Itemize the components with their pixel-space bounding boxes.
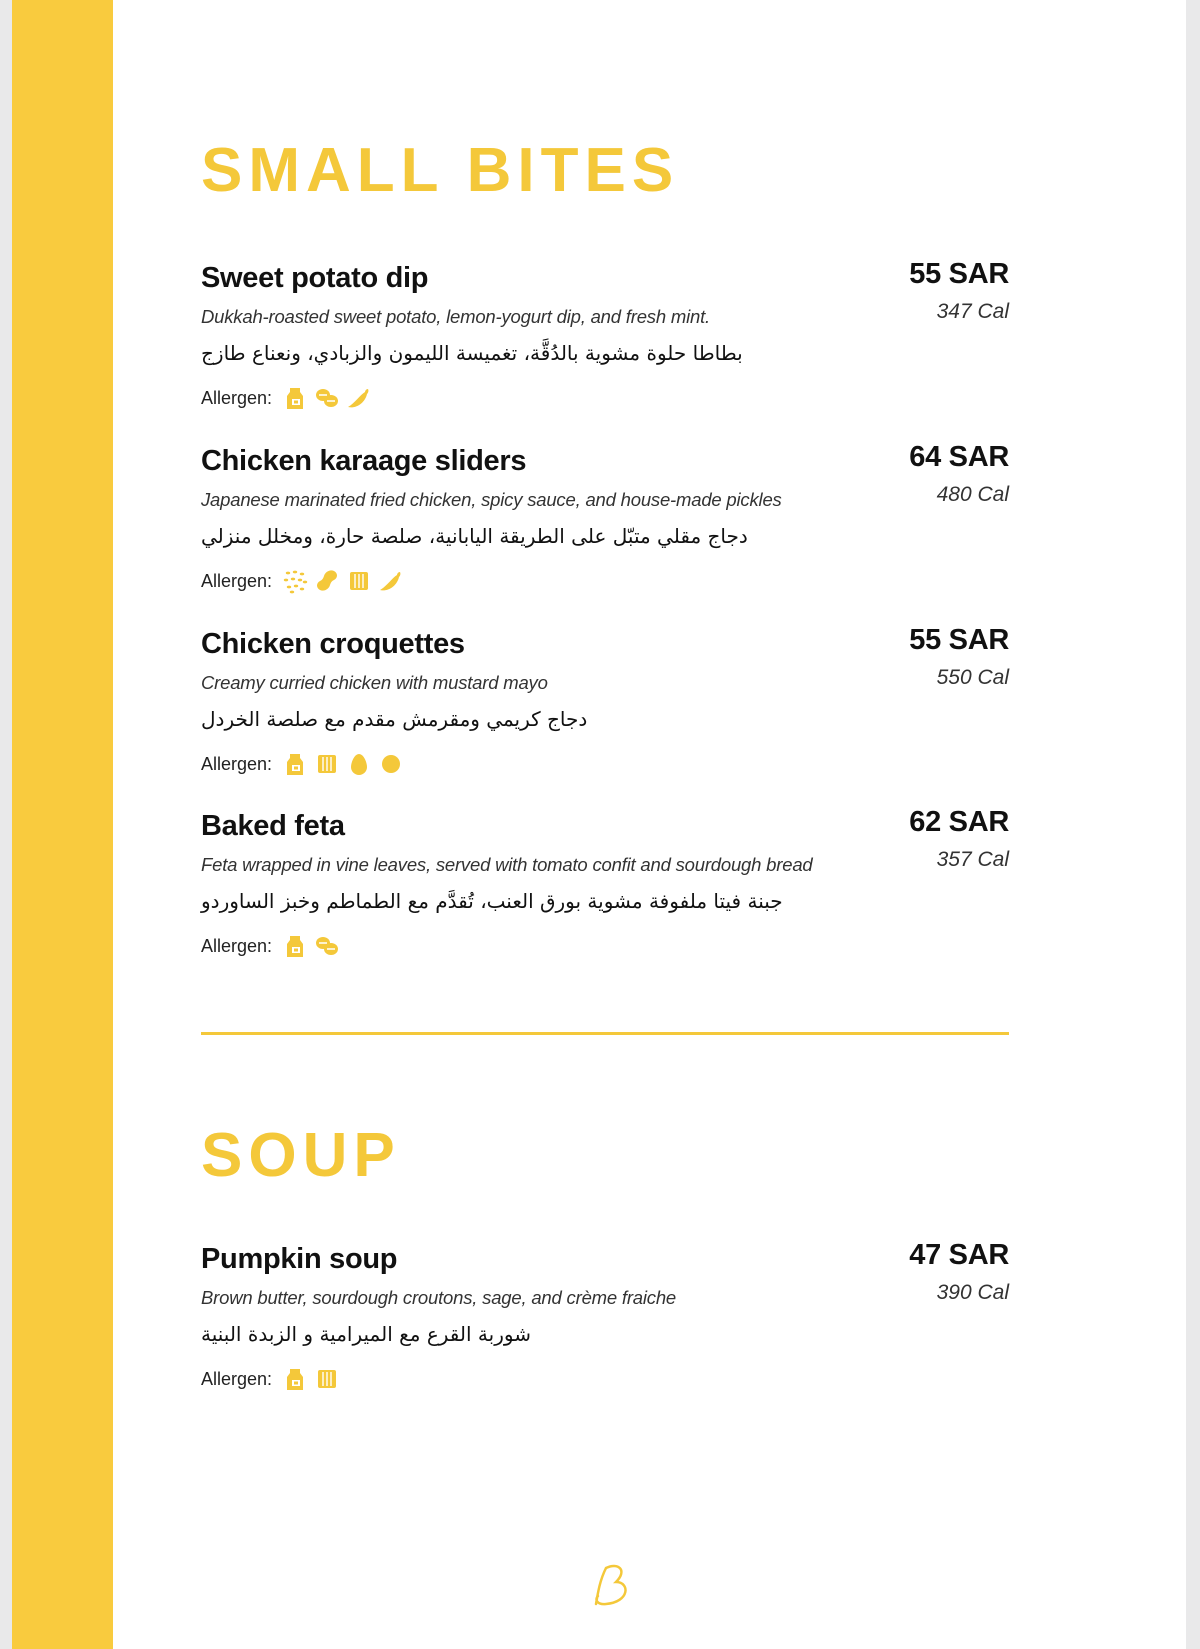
menu-page bbox=[12, 0, 1186, 1649]
chili-icon bbox=[346, 385, 372, 411]
item-calories: 390 Cal bbox=[936, 1281, 1009, 1304]
side-stripe bbox=[12, 0, 113, 1649]
item-name: Sweet potato dip bbox=[201, 262, 429, 294]
gluten-icon bbox=[346, 568, 372, 594]
item-name: Chicken karaage sliders bbox=[201, 445, 527, 477]
peanut-icon bbox=[314, 568, 340, 594]
item-description: Japanese marinated fried chicken, spicy sauce, and house-made pickles bbox=[201, 489, 782, 510]
item-name: Baked feta bbox=[201, 810, 345, 842]
allergen-label: Allergen: bbox=[201, 753, 273, 774]
item-calories: 357 Cal bbox=[936, 848, 1009, 871]
item-calories: 550 Cal bbox=[936, 666, 1009, 689]
allergen-label: Allergen: bbox=[201, 1368, 273, 1389]
item-description: Dukkah-roasted sweet potato, lemon-yogurt dip, and fresh mint. bbox=[201, 306, 710, 327]
milk-icon bbox=[282, 1366, 308, 1392]
sesame-icon bbox=[282, 568, 308, 594]
section-title-small-bites: SMALL BITES bbox=[201, 136, 680, 205]
item-description: Feta wrapped in vine leaves, served with tomato confit and sourdough bread bbox=[201, 854, 813, 875]
allergen-row bbox=[201, 383, 378, 413]
gluten-icon bbox=[314, 751, 340, 777]
menu-item bbox=[201, 806, 1009, 980]
item-arabic-description: دجاج كريمي ومقرمش مقدم مع صلصة الخردل bbox=[201, 707, 588, 731]
allergen-label: Allergen: bbox=[201, 570, 273, 591]
item-arabic-description: دجاج مقلي متبّل على الطريقة اليابانية، صلصة حارة، ومخلل منزلي bbox=[201, 524, 748, 548]
menu-item bbox=[201, 1239, 1009, 1413]
item-price: 47 SAR bbox=[909, 1239, 1009, 1271]
milk-icon bbox=[282, 933, 308, 959]
menu-item bbox=[201, 624, 1009, 798]
item-price: 55 SAR bbox=[909, 624, 1009, 656]
item-calories: 480 Cal bbox=[936, 483, 1009, 506]
chili-icon bbox=[378, 568, 404, 594]
brand-logo bbox=[592, 1560, 632, 1610]
nuts-icon bbox=[314, 933, 340, 959]
section-title-soup: SOUP bbox=[201, 1121, 401, 1190]
menu-item bbox=[201, 258, 1009, 432]
allergen-row bbox=[201, 749, 410, 779]
allergen-row bbox=[201, 566, 410, 596]
allergen-row bbox=[201, 931, 346, 961]
item-calories: 347 Cal bbox=[936, 300, 1009, 323]
nuts-icon bbox=[314, 385, 340, 411]
allergen-row bbox=[201, 1364, 346, 1394]
item-price: 55 SAR bbox=[909, 258, 1009, 290]
milk-icon bbox=[282, 751, 308, 777]
mustard-icon bbox=[378, 751, 404, 777]
item-description: Brown butter, sourdough croutons, sage, and crème fraiche bbox=[201, 1287, 677, 1308]
gluten-icon bbox=[314, 1366, 340, 1392]
item-arabic-description: جبنة فيتا ملفوفة مشوية بورق العنب، تُقدَّم مع الطماطم وخبز الساوردو bbox=[201, 889, 783, 913]
item-name: Chicken croquettes bbox=[201, 628, 465, 660]
item-description: Creamy curried chicken with mustard mayo bbox=[201, 672, 548, 693]
item-name: Pumpkin soup bbox=[201, 1243, 398, 1275]
allergen-label: Allergen: bbox=[201, 387, 273, 408]
item-price: 64 SAR bbox=[909, 441, 1009, 473]
allergen-label: Allergen: bbox=[201, 935, 273, 956]
menu-item bbox=[201, 441, 1009, 615]
section-divider bbox=[201, 1032, 1009, 1035]
item-price: 62 SAR bbox=[909, 806, 1009, 838]
item-arabic-description: شوربة القرع مع الميرامية و الزبدة البنية bbox=[201, 1322, 531, 1346]
milk-icon bbox=[282, 385, 308, 411]
item-arabic-description: بطاطا حلوة مشوية بالدُقَّة، تغميسة الليمون والزبادي، ونعناع طازج bbox=[201, 341, 743, 365]
egg-icon bbox=[346, 751, 372, 777]
